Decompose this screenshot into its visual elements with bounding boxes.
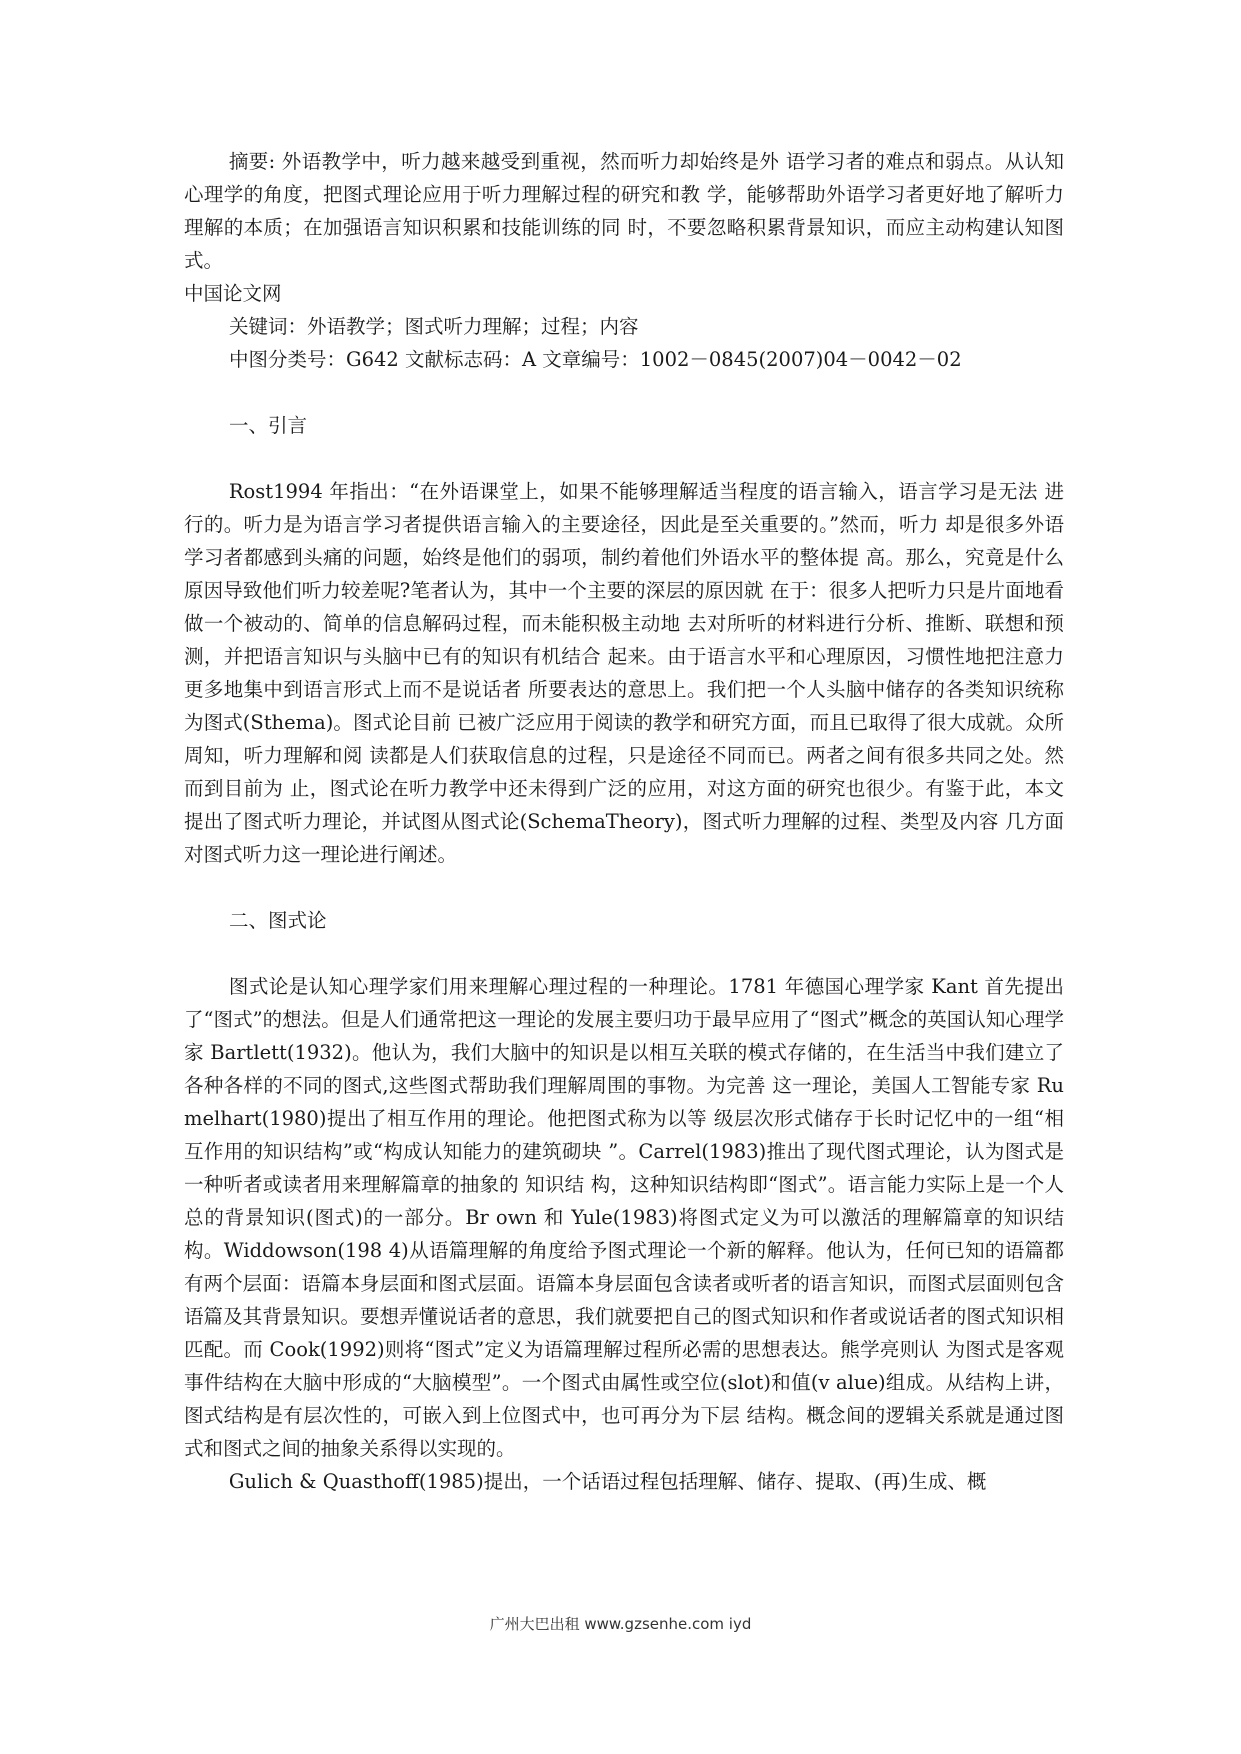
article-body (184, 145, 1064, 1498)
schema-theory-paragraph: 图式论是认知心理学家们用来理解心理过程的一种理论。1781 年德国心理学家 Kant 首先提出 了“图式”的想法。但是人们通常把这一理论的发展主要归功于最早应用了“图式”概念的英国认知心理学家 Bartlett(1932)。他认为，我们大脑中的知识是以相互关联的模式存储的，在生活当中我们建立了各种各样的不同的图式,这些图式帮助我们理解周围的事物。为完善 这一理论，美国人工智能专家 Rumelhart(1980)提出了相互作用的理论。他把图式称为以等 级层次形式储存于长时记忆中的一组“相互作用的知识结构”或“构成认知能力的建筑砌块 ”。Carrel(1983)推出了现代图式理论，认为图式是一种听者或读者用来理解篇章的抽象的 知识结 构，这种知识结构即“图式”。语言能力实际上是一个人总的背景知识(图式)的一部分。Br own 和 Yule(1983)将图式定义为可以激活的理解篇章的知识结构。Widdowson(198 4)从语篇理解的角度给予图式理论一个新的解释。他认为，任何已知的语篇都有两个层面：语篇本身层面和图式层面。语篇本身层面包含读者或听者的语言知识，而图式层面则包含语篇及其背景知识。要想弄懂说话者的意思，我们就要把自己的图式知识和作者或说话者的图式知识相匹配。而 Cook(1992)则将“图式”定义为语篇理解过程所必需的思想表达。熊学亮则认 为图式是客观事件结构在大脑中形成的“大脑模型”。一个图式由属性或空位(slot)和值(v alue)组成。从结构上讲，图式结构是有层次性的，可嵌入到上位图式中，也可再分为下层 结构。概念间的逻辑关系就是通过图式和图式之间的抽象关系得以实现的。 (184, 975, 1064, 1460)
introduction-paragraph: Rost1994 年指出：“在外语课堂上，如果不能够理解适当程度的语言输入，语言学习是无法 进行的。听力是为语言学习者提供语言输入的主要途径，因此是至关重要的。”然而，听力 却是很多外语学习者都感到头痛的问题，始终是他们的弱项，制约着他们外语水平的整体提 高。那么，究竟是什么原因导致他们听力较差呢?笔者认为，其中一个主要的深层的原因就 在于：很多人把听力只是片面地看做一个被动的、简单的信息解码过程，而未能积极主动地 去对所听的材料进行分析、推断、联想和预测，并把语言知识与头脑中已有的知识有机结合 起来。由于语言水平和心理原因，习惯性地把注意力更多地集中到语言形式上而不是说话者 所要表达的意思上。我们把一个人头脑中储存的各类知识统称为图式(Sthema)。图式论目前 已被广泛应用于阅读的教学和研究方面，而且已取得了很大成就。众所周知，听力理解和阅 读都是人们获取信息的过程，只是途径不同而已。两者之间有很多共同之处。然而到目前为 止，图式论在听力教学中还未得到广泛的应用，对这方面的研究也很少。有鉴于此，本文提出了图式听力理论，并试图从图式论(SchemaTheory)，图式听力理解的过程、类型及内容 几方面对图式听力这一理论进行阐述。 (184, 480, 1064, 866)
source-note: 中国论文网 (184, 282, 282, 305)
abstract-paragraph: 摘要: 外语教学中，听力越来越受到重视，然而听力却始终是外 语学习者的难点和弱点。从认知心理学的角度，把图式理论应用于听力理解过程的研究和教 学，能够帮助外语学习者更好地了解听力理解的本质；在加强语言知识积累和技能训练的同 时，不要忽略积累背景知识，而应主动构建认知图式。 (184, 150, 1064, 272)
classification-line: 中图分类号：G642 文献标志码：A 文章编号：1002－0845(2007)04－0042－02 (229, 348, 962, 371)
gulich-paragraph: Gulich & Quasthoff(1985)提出，一个话语过程包括理解、储存、提取、(再)生成、概 (228, 1470, 987, 1493)
page-footer: 广州大巴出租 www.gzsenhe.com iyd (489, 1615, 752, 1633)
keywords-line: 关键词：外语教学；图式听力理解；过程；内容 (229, 315, 639, 338)
section-heading-schema-theory: 二、图式论 (229, 909, 327, 932)
section-heading-introduction: 一、引言 (229, 414, 308, 437)
